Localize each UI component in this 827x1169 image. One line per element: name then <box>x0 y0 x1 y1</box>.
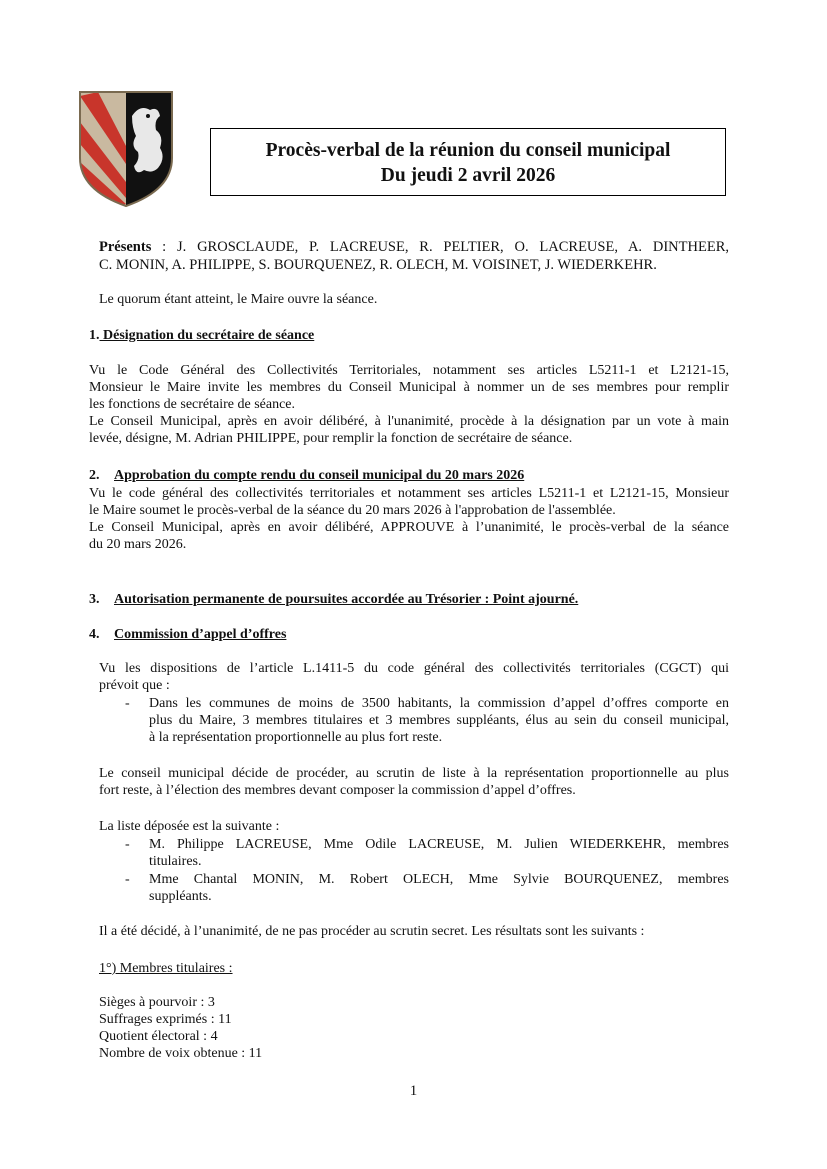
section-4-intro-line: prévoit que : <box>99 678 170 693</box>
section-2-body <box>89 485 729 553</box>
list-intro: La liste déposée est la suivante : <box>99 819 280 834</box>
section-3-number: 3. <box>89 592 100 607</box>
section-1-line: les fonctions de secrétaire de séance. <box>89 397 296 412</box>
bullet-item <box>125 695 729 746</box>
results-block <box>99 994 262 1062</box>
section-1-body <box>89 362 729 447</box>
list-line: titulaires. <box>149 854 202 869</box>
meeting-date: Du jeudi 2 avril 2026 <box>380 165 556 186</box>
attendees-line-2: C. MONIN, A. PHILIPPE, S. BOURQUENEZ, R. OLECH, M. VOISINET, J. WIEDERKEHR. <box>99 257 657 273</box>
commune-crest-logo <box>74 86 178 210</box>
section-1-heading <box>89 327 314 344</box>
page-number: 1 <box>409 1083 418 1099</box>
section-4-title: Commission d’appel d’offres <box>114 627 287 642</box>
section-4-intro-line: Vu les dispositions de l’article L.1411-5 du code général des collectivités territoriales (CGCT) qui <box>99 661 729 676</box>
votes-obtained: Nombre de voix obtenue : 11 <box>99 1046 263 1061</box>
attendees-block <box>99 238 729 274</box>
decision-paragraph <box>99 765 729 799</box>
section-1-title: Désignation du secrétaire de séance <box>99 328 315 343</box>
section-2-line: du 20 mars 2026. <box>89 537 187 552</box>
section-1-line: Le Conseil Municipal, après en avoir délibéré, à l'unanimité, procède à la désignation par un vote à main <box>89 414 729 429</box>
document-title-box <box>210 128 726 196</box>
section-2-heading <box>89 467 100 484</box>
seats-to-fill: Sièges à pourvoir : 3 <box>99 995 215 1010</box>
titulaires-heading: 1°) Membres titulaires : <box>99 961 233 976</box>
section-4-intro <box>99 660 729 694</box>
section-4-number: 4. <box>89 627 100 642</box>
section-3-title: Autorisation permanente de poursuites accordée au Trésorier : Point ajourné. <box>114 592 579 607</box>
vote-decision: Il a été décidé, à l’unanimité, de ne pas procéder au scrutin secret. Les résultats sont les suivants : <box>99 924 645 939</box>
document-title: Procès-verbal de la réunion du conseil municipal <box>265 140 671 161</box>
section-2-number: 2. <box>89 468 100 483</box>
votes-cast: Suffrages exprimés : 11 <box>99 1012 232 1027</box>
section-2-line: Vu le code général des collectivités territoriales et notamment ses articles L5211-1 et L2121-15, Monsieur <box>89 486 729 501</box>
bullet-dash: - <box>125 696 130 711</box>
list-item-titulaires <box>125 836 729 870</box>
bullet-line: à la représentation proportionnelle au plus fort reste. <box>149 730 443 745</box>
section-1-line: Vu le Code Général des Collectivités Territoriales, notamment ses articles L5211-1 et L2121-15, <box>89 363 729 378</box>
section-2-line: Le Conseil Municipal, après en avoir délibéré, APPROUVE à l’unanimité, le procès-verbal de la séance <box>89 520 729 535</box>
section-1-number: 1. <box>89 328 100 343</box>
list-line: M. Philippe LACREUSE, Mme Odile LACREUSE, M. Julien WIEDERKEHR, membres <box>149 837 729 852</box>
list-line: Mme Chantal MONIN, M. Robert OLECH, Mme Sylvie BOURQUENEZ, membres <box>149 872 729 887</box>
list-line: suppléants. <box>149 889 212 904</box>
bullet-line: Dans les communes de moins de 3500 habitants, la commission d’appel d’offres comporte en <box>149 696 729 711</box>
bullet-line: plus du Maire, 3 membres titulaires et 3 membres suppléants, élus au sein du conseil municipal, <box>149 713 729 728</box>
section-2-title: Approbation du compte rendu du conseil municipal du 20 mars 2026 <box>114 468 525 483</box>
decision-line: Le conseil municipal décide de procéder, au scrutin de liste à la représentation proportionnelle au plus <box>99 766 729 781</box>
decision-line: fort reste, à l’élection des membres devant composer la commission d’appel d’offres. <box>99 783 576 798</box>
list-item-suppleants <box>125 871 729 905</box>
bullet-dash: - <box>125 872 130 887</box>
electoral-quotient: Quotient électoral : 4 <box>99 1029 218 1044</box>
section-1-line: Monsieur le Maire invite les membres du Conseil Municipal à nommer un de ses membres pour remplir <box>89 380 729 395</box>
attendees-line-1: : J. GROSCLAUDE, P. LACREUSE, R. PELTIER, O. LACREUSE, A. DINTHEER, <box>151 239 729 255</box>
quorum-text: Le quorum étant atteint, le Maire ouvre la séance. <box>99 292 378 307</box>
attendees-label: Présents <box>99 239 152 255</box>
coat-of-arms-icon <box>74 86 178 210</box>
bullet-dash: - <box>125 837 130 852</box>
section-2-line: le Maire soumet le procès-verbal de la séance du 20 mars 2026 à l'approbation de l'assemblée. <box>89 503 616 518</box>
section-1-line: levée, désigne, M. Adrian PHILIPPE, pour remplir la fonction de secrétaire de séance. <box>89 431 573 446</box>
